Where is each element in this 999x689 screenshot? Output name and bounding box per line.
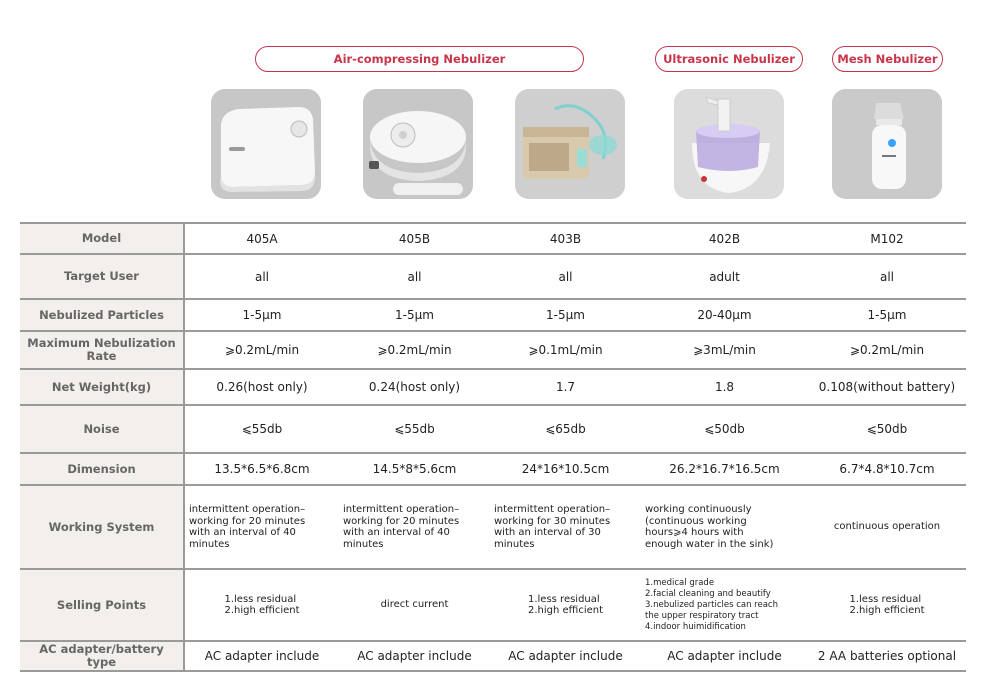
cell-value: all <box>808 254 966 299</box>
cell-value: 24*16*10.5cm <box>490 453 641 485</box>
cell-value: 6.7*4.8*10.7cm <box>808 453 966 485</box>
cell-value: 13.5*6.5*6.8cm <box>184 453 339 485</box>
cell-value: 2 AA batteries optional <box>808 641 966 671</box>
row-label-selling-points: Selling Points <box>20 569 184 641</box>
cell-value: 1.7 <box>490 369 641 405</box>
table-row <box>20 453 966 485</box>
table-row <box>20 405 966 453</box>
cell-value: 0.108(without battery) <box>808 369 966 405</box>
cell-value: 0.24(host only) <box>339 369 490 405</box>
cell-value: 1.less residual 2.high efficient <box>224 593 300 616</box>
category-air-compressing <box>255 46 584 72</box>
cell-value: working continuously (continuous working hours⩾4 hours with enough water in the sink) <box>645 504 774 550</box>
cell-value: ⩾0.2mL/min <box>184 331 339 369</box>
row-label-ac-adapter: AC adapter/battery type <box>20 641 184 671</box>
product-image-402b <box>674 89 784 199</box>
cell-value: 14.5*8*5.6cm <box>339 453 490 485</box>
row-label-working-system: Working System <box>20 485 184 569</box>
cell-value: adult <box>641 254 808 299</box>
cell-value: ⩽55db <box>339 405 490 453</box>
cell-value: all <box>339 254 490 299</box>
cell-value: AC adapter include <box>641 641 808 671</box>
cell-value: 1.less residual 2.high efficient <box>849 593 925 616</box>
cell-value: ⩽50db <box>641 405 808 453</box>
category-ultrasonic <box>655 46 803 72</box>
product-image-405b <box>363 89 473 199</box>
cell-value: AC adapter include <box>339 641 490 671</box>
category-air-label: Air-compressing Nebulizer <box>333 52 506 66</box>
table-row <box>20 485 966 569</box>
cell-value: all <box>184 254 339 299</box>
row-label-net-weight: Net Weight(kg) <box>20 369 184 405</box>
cell-value: 1-5μm <box>339 299 490 331</box>
cell-value: intermittent operation– working for 30 minutes with an interval of 30 minutes <box>494 504 611 550</box>
cell-value: ⩾0.2mL/min <box>808 331 966 369</box>
row-label-model: Model <box>20 224 184 254</box>
product-image-403b <box>515 89 625 199</box>
cell-value: 403B <box>490 224 641 254</box>
cell-value: ⩽65db <box>490 405 641 453</box>
cell-value: 405A <box>184 224 339 254</box>
table-row <box>20 569 966 641</box>
cell-value: intermittent operation– working for 20 minutes with an interval of 40 minutes <box>343 504 460 550</box>
cell-value: ⩽55db <box>184 405 339 453</box>
cell-value: M102 <box>808 224 966 254</box>
cell-value: 26.2*16.7*16.5cm <box>641 453 808 485</box>
cell-value: 1-5μm <box>490 299 641 331</box>
cell-value: 405B <box>339 224 490 254</box>
cell-value: ⩾0.2mL/min <box>339 331 490 369</box>
row-label-dimension: Dimension <box>20 453 184 485</box>
cell-value: 1-5μm <box>808 299 966 331</box>
table-row <box>20 331 966 369</box>
category-ultrasonic-label: Ultrasonic Nebulizer <box>663 52 795 66</box>
table-row <box>20 299 966 331</box>
cell-value: 1.less residual 2.high efficient <box>527 593 604 616</box>
row-label-target-user: Target User <box>20 254 184 299</box>
cell-value: 1-5μm <box>184 299 339 331</box>
cell-value: AC adapter include <box>490 641 641 671</box>
product-image-m102 <box>832 89 942 199</box>
cell-value: 402B <box>641 224 808 254</box>
cell-value: direct current <box>380 599 449 611</box>
cell-value: intermittent operation– working for 20 minutes with an interval of 40 minutes <box>189 504 306 550</box>
cell-value: ⩽50db <box>808 405 966 453</box>
cell-value: continuous operation <box>833 521 941 533</box>
cell-value: 1.8 <box>641 369 808 405</box>
product-image-405a <box>211 89 321 199</box>
table-row <box>20 224 966 254</box>
row-label-max-nebulization-rate: Maximum Nebulization Rate <box>20 331 184 369</box>
table-row <box>20 641 966 671</box>
cell-value: 0.26(host only) <box>184 369 339 405</box>
table-row <box>20 254 966 299</box>
cell-value: ⩾0.1mL/min <box>490 331 641 369</box>
cell-value: all <box>490 254 641 299</box>
category-mesh-label: Mesh Nebulizer <box>837 52 938 66</box>
spec-table <box>20 224 966 672</box>
cell-value: 1.medical grade 2.facial cleaning and beautify 3.nebulized particles can reach the upper respiratory tract 4.indoor huimidification <box>645 577 778 632</box>
cell-value: ⩾3mL/min <box>641 331 808 369</box>
category-mesh <box>832 46 943 72</box>
table-row <box>20 369 966 405</box>
row-label-nebulized-particles: Nebulized Particles <box>20 299 184 331</box>
row-label-noise: Noise <box>20 405 184 453</box>
cell-value: AC adapter include <box>184 641 339 671</box>
cell-value: 20-40μm <box>641 299 808 331</box>
